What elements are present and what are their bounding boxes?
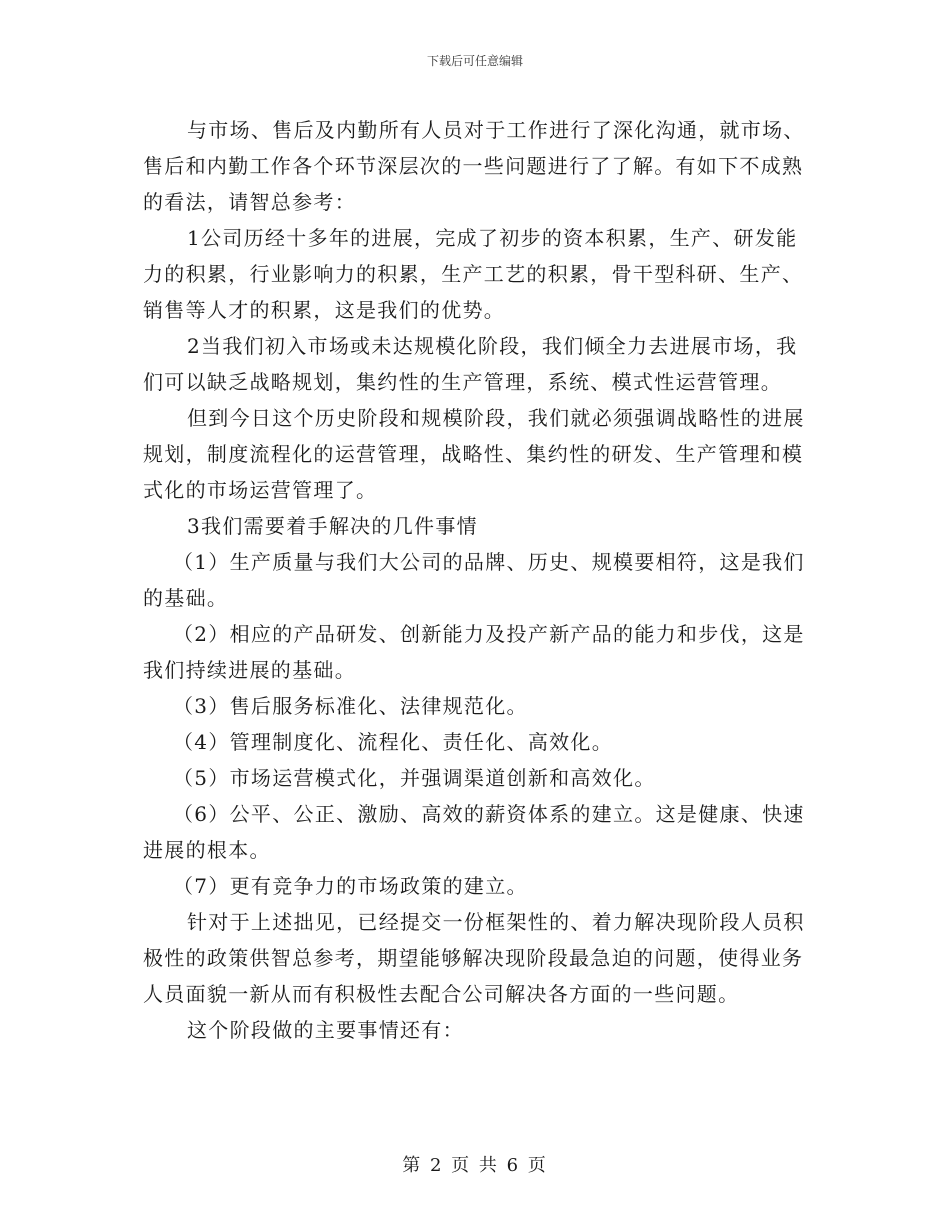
paragraph: 这个阶段做的主要事情还有： — [187, 1018, 464, 1042]
list-item: （4）管理制度化、流程化、责任化、高效化。 — [173, 730, 614, 754]
list-item: （2）相应的产品研发、创新能力及投产新产品的能力和步伐，这是我们持续进展的基础。 — [143, 622, 805, 682]
list-item: （3）售后服务标准化、法律规范化。 — [173, 694, 528, 718]
paragraph: 与市场、售后及内勤所有人员对于工作进行了深化沟通，就市场、售后和内勤工作各个环节深层次的一些问题进行了了解。有如下不成熟的看法，请智总参考： — [143, 118, 805, 214]
paragraph: 2当我们初入市场或未达规模化阶段，我们倾全力去进展市场，我们可以缺乏战略规划，集约性的生产管理，系统、模式性运营管理。 — [143, 334, 798, 394]
list-item: （6）公平、公正、激励、高效的薪资体系的建立。这是健康、快速进展的根本。 — [143, 802, 805, 862]
list-item: （7）更有竞争力的市场政策的建立。 — [173, 874, 528, 898]
paragraph: 但到今日这个历史阶段和规模阶段，我们就必须强调战略性的进展规划，制度流程化的运营管理，战略性、集约性的研发、生产管理和模式化的市场运营管理了。 — [143, 406, 805, 502]
body-text — [143, 112, 813, 1048]
paragraph: 3我们需要着手解决的几件事情 — [187, 514, 478, 538]
list-item: （1）生产质量与我们大公司的品牌、历史、规模要相符，这是我们的基础。 — [143, 550, 805, 610]
list-item: （5）市场运营模式化，并强调渠道创新和高效化。 — [173, 766, 656, 790]
paragraph: 1公司历经十多年的进展，完成了初步的资本积累，生产、研发能力的积累，行业影响力的积累，生产工艺的积累，骨干型科研、生产、销售等人才的积累，这是我们的优势。 — [143, 226, 804, 322]
page-header: 下载后可任意编辑 — [426, 54, 523, 68]
paragraph: 针对于上述拙见，已经提交一份框架性的、着力解决现阶段人员积极性的政策供智总参考，期望能够解决现阶段最急迫的问题，使得业务人员面貌一新从而有积极性去配合公司解决各方面的一些问题。 — [143, 910, 805, 1006]
page-number-footer: 第 2 页 共 6 页 — [402, 1155, 548, 1176]
